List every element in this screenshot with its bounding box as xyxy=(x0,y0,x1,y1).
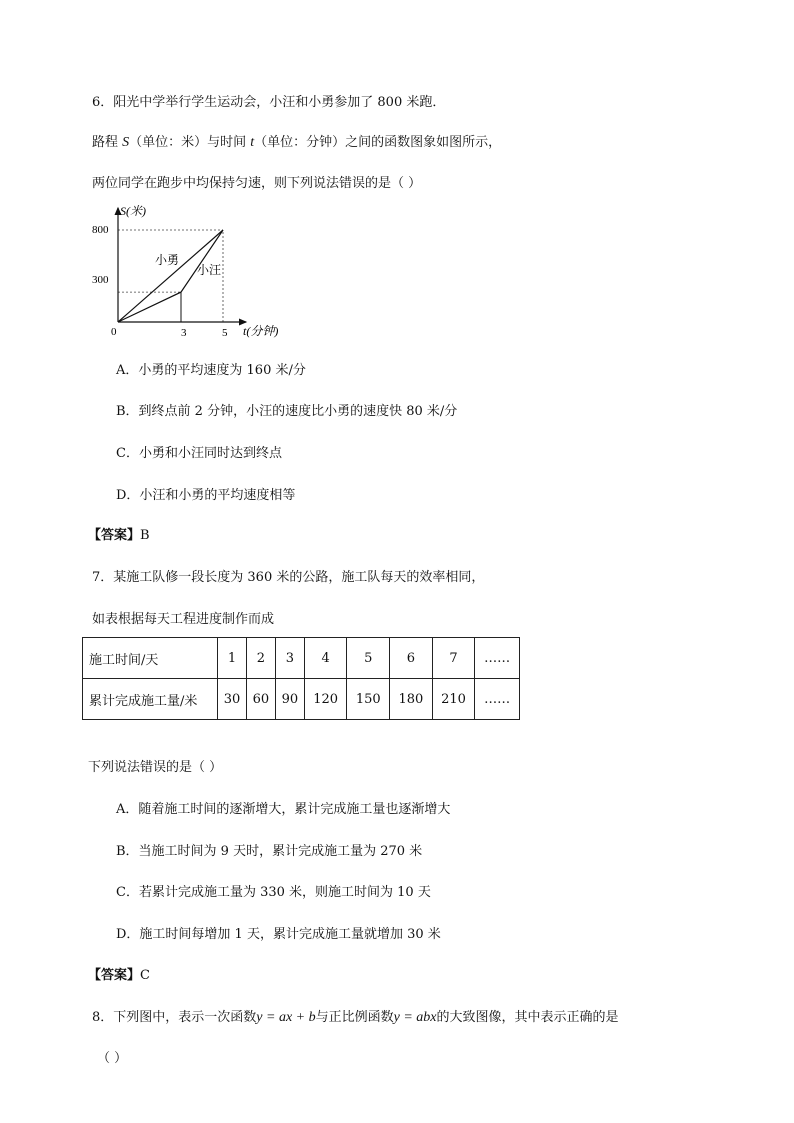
q8-formula-proportional: y = abx xyxy=(393,1010,437,1025)
q7-stem-line3: 下列说法错误的是（ ） xyxy=(88,760,223,775)
table-row xyxy=(83,638,520,679)
x-tick-3: 3 xyxy=(181,327,187,339)
q7-answer xyxy=(88,964,150,983)
series-label-wang: 小汪 xyxy=(197,263,222,277)
q6-answer xyxy=(88,524,150,543)
table-cell: 5 xyxy=(347,638,390,679)
table-cell: 210 xyxy=(432,679,475,720)
table-header-amount: 累计完成施工量/米 xyxy=(83,679,218,720)
q8-stem-line2: （ ） xyxy=(97,1051,128,1066)
table-cell: 120 xyxy=(304,679,347,720)
q7-answer-value: C xyxy=(140,968,150,983)
table-cell: …… xyxy=(475,638,520,679)
q6-option-c: C．小勇和小汪同时达到终点 xyxy=(116,446,282,461)
table-cell: 6 xyxy=(390,638,433,679)
y-tick-300: 300 xyxy=(92,274,109,286)
q6-line2-part-b: （单位：米）与时间 xyxy=(129,135,251,150)
q8-formula-linear: y = ax + b xyxy=(256,1010,316,1025)
table-cell: 60 xyxy=(246,679,275,720)
q7-stem-line1: 7．某施工队修一段长度为 360 米的公路，施工队每天的效率相同， xyxy=(92,570,485,585)
table-cell: 30 xyxy=(218,679,247,720)
q8-stem-line1 xyxy=(92,1006,619,1026)
q7-option-a: A．随着施工时间的逐渐增大，累计完成施工量也逐渐增大 xyxy=(116,802,451,817)
y-tick-800: 800 xyxy=(92,224,109,236)
q7-option-b: B．当施工时间为 9 天时，累计完成施工量为 270 米 xyxy=(116,844,423,859)
q7-option-c: C．若累计完成施工量为 330 米，则施工时间为 10 天 xyxy=(116,885,431,900)
q6-line2-part-c: （单位：分钟）之间的函数图象如图所示， xyxy=(254,135,502,150)
q7-stem-line2: 如表根据每天工程进度制作而成 xyxy=(92,612,275,627)
q6-line2-part-a: 路程 xyxy=(92,135,123,150)
y-axis-label: S(米) xyxy=(120,204,146,218)
q6-option-d: D．小汪和小勇的平均速度相等 xyxy=(116,488,296,503)
table-cell: 180 xyxy=(390,679,433,720)
q6-option-b: B．到终点前 2 分钟，小汪的速度比小勇的速度快 80 米/分 xyxy=(116,404,458,419)
q6-stem-line1: 6．阳光中学举行学生运动会，小汪和小勇参加了 800 米跑． xyxy=(92,95,446,110)
table-cell: 150 xyxy=(347,679,390,720)
x-tick-5: 5 xyxy=(222,327,228,339)
q6-var-t: t xyxy=(250,135,255,150)
table-cell: 2 xyxy=(246,638,275,679)
q7-option-d: D．施工时间每增加 1 天，累计完成施工量就增加 30 米 xyxy=(116,927,441,942)
q6-stem-line3: 两位同学在跑步中均保持匀速，则下列说法错误的是（ ） xyxy=(92,176,422,191)
series-label-yong: 小勇 xyxy=(155,253,180,267)
q7-answer-label: 【答案】 xyxy=(88,968,141,983)
q6-stem-line2 xyxy=(92,131,501,151)
table-row xyxy=(83,679,520,720)
table-cell: 3 xyxy=(275,638,304,679)
origin-label: 0 xyxy=(111,326,117,338)
table-cell: 1 xyxy=(218,638,247,679)
table-cell: 7 xyxy=(432,638,475,679)
table-cell: 90 xyxy=(275,679,304,720)
q6-option-a: A．小勇的平均速度为 160 米/分 xyxy=(116,363,306,378)
progress-table xyxy=(82,637,520,720)
q6-var-s: S xyxy=(122,135,130,150)
table-header-days: 施工时间/天 xyxy=(83,638,218,679)
distance-time-chart xyxy=(88,204,288,344)
table-cell: …… xyxy=(475,679,520,720)
q8-line1-part-a: 8．下列图中，表示一次函数 xyxy=(92,1010,257,1025)
x-axis-label: t(分钟) xyxy=(243,324,279,338)
table-cell: 4 xyxy=(304,638,347,679)
q8-line1-part-c: 的大致图像，其中表示正确的是 xyxy=(436,1010,619,1025)
q8-line1-part-b: 与正比例函数 xyxy=(315,1010,394,1025)
q6-answer-value: B xyxy=(140,528,150,543)
q6-answer-label: 【答案】 xyxy=(88,528,141,543)
